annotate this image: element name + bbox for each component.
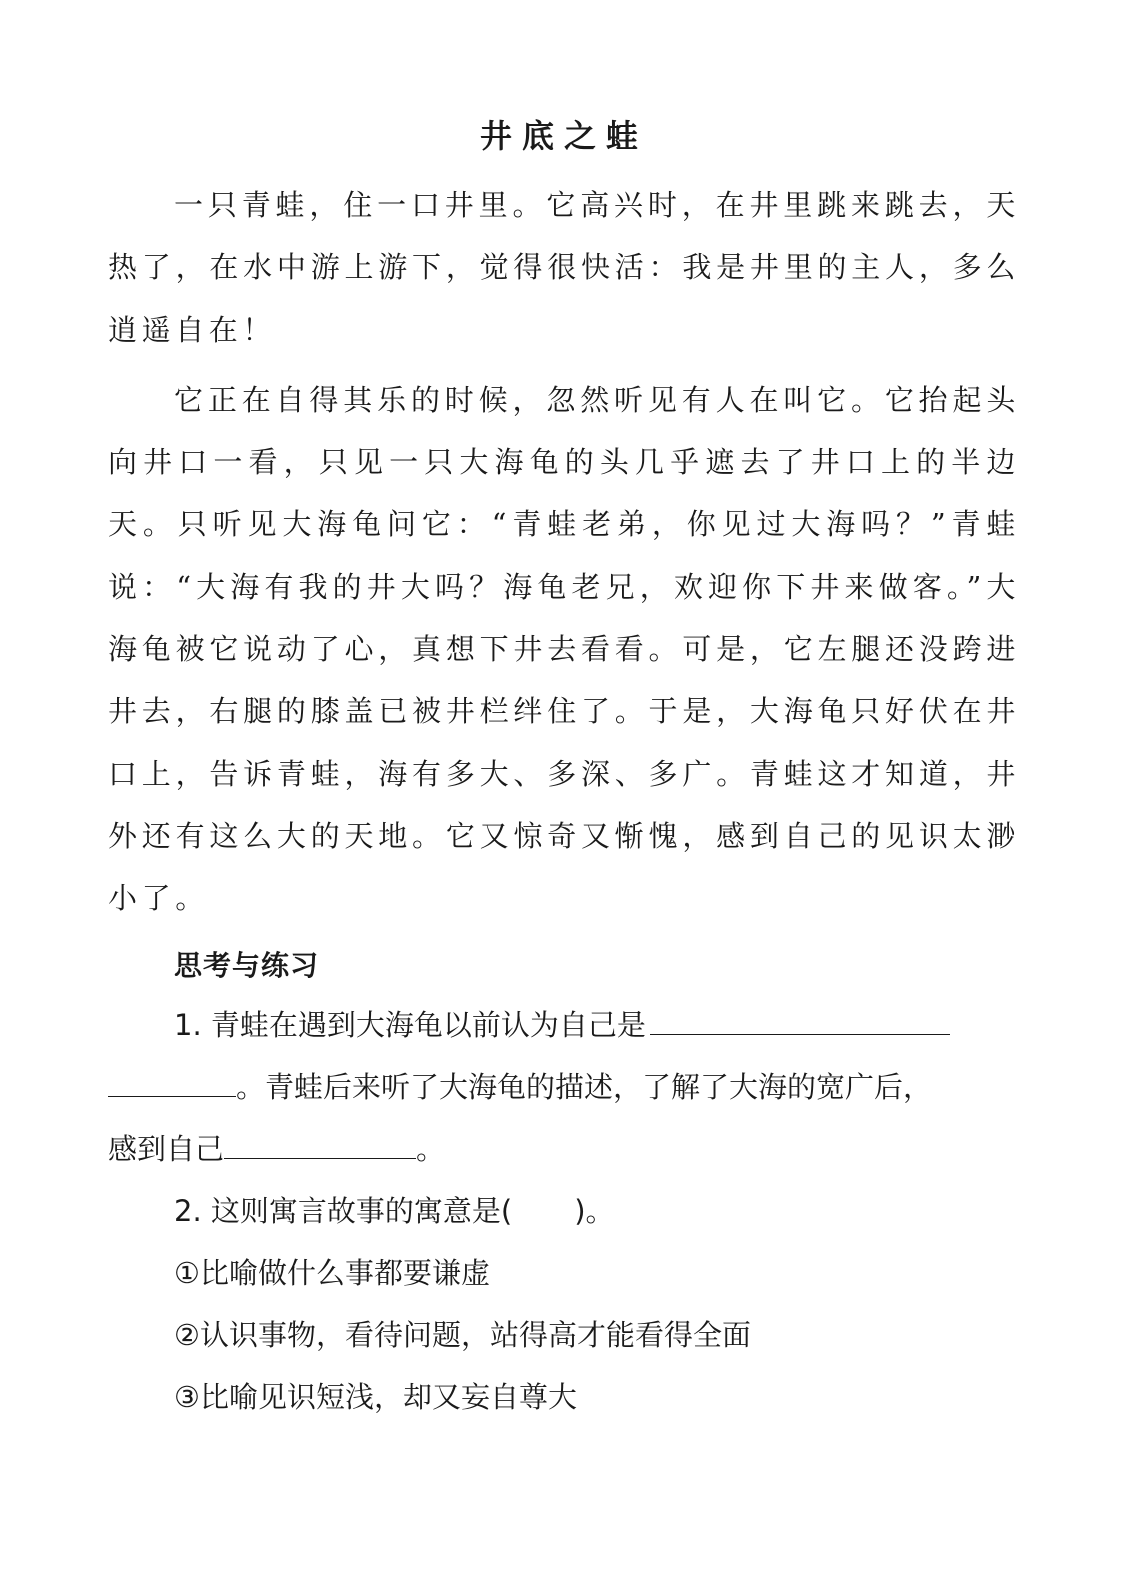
- question-2-text: 2. 这则寓言故事的寓意是(: [174, 1193, 513, 1228]
- story-paragraph-2: 它正在自得其乐的时候，忽然听见有人在叫它。它抬起头向井口一看，只见一只大海龟的头几乎遮去了井口上的半边天。只听见大海龟问它：“青蛙老弟，你见过大海吗？”青蛙说：“大海有我的井大吗？海龟老兄，欢迎你下井来做客。”大海龟被它说动了心，真想下井去看看。可是，它左腿还没跨进井去，右腿的膝盖已被井栏绊住了。于是，大海龟只好伏在井口上，告诉青蛙，海有多大、多深、多广。青蛙这才知道，井外还有这么大的天地。它又惊奇又惭愧，感到自己的见识太渺小了。: [108, 382, 1020, 916]
- story-title: 井底之蛙: [479, 117, 648, 155]
- option-3: ③比喻见识短浅，却又妄自尊大: [174, 1379, 577, 1414]
- exercises-heading: 思考与练习: [174, 948, 320, 982]
- story-paragraph-1: 一只青蛙，住一口井里。它高兴时，在井里跳来跳去，天热了，在水中游上游下，觉得很快活：我是井里的主人，多么逍遥自在！: [108, 188, 1020, 347]
- option-2: ②认识事物，看待问题，站得高才能看得全面: [174, 1317, 751, 1352]
- question-1-text-d: 。: [416, 1131, 446, 1166]
- answer-blank-1a[interactable]: [650, 1014, 950, 1035]
- question-2: [108, 1180, 1020, 1428]
- answer-blank-1c[interactable]: [224, 1138, 416, 1159]
- answer-blank-1b[interactable]: [108, 1076, 236, 1097]
- question-1: [108, 994, 1020, 1180]
- option-1: ①比喻做什么事都要谦虚: [174, 1255, 490, 1290]
- document-page: [108, 112, 1020, 1428]
- question-1-text-a: 1. 青蛙在遇到大海龟以前认为自己是: [174, 1007, 646, 1042]
- question-1-text-b: 。青蛙后来听了大海龟的描述，了解了大海的宽广后，: [236, 1069, 933, 1104]
- question-2-suffix: )。: [574, 1193, 615, 1228]
- question-1-text-c: 感到自己: [108, 1131, 225, 1166]
